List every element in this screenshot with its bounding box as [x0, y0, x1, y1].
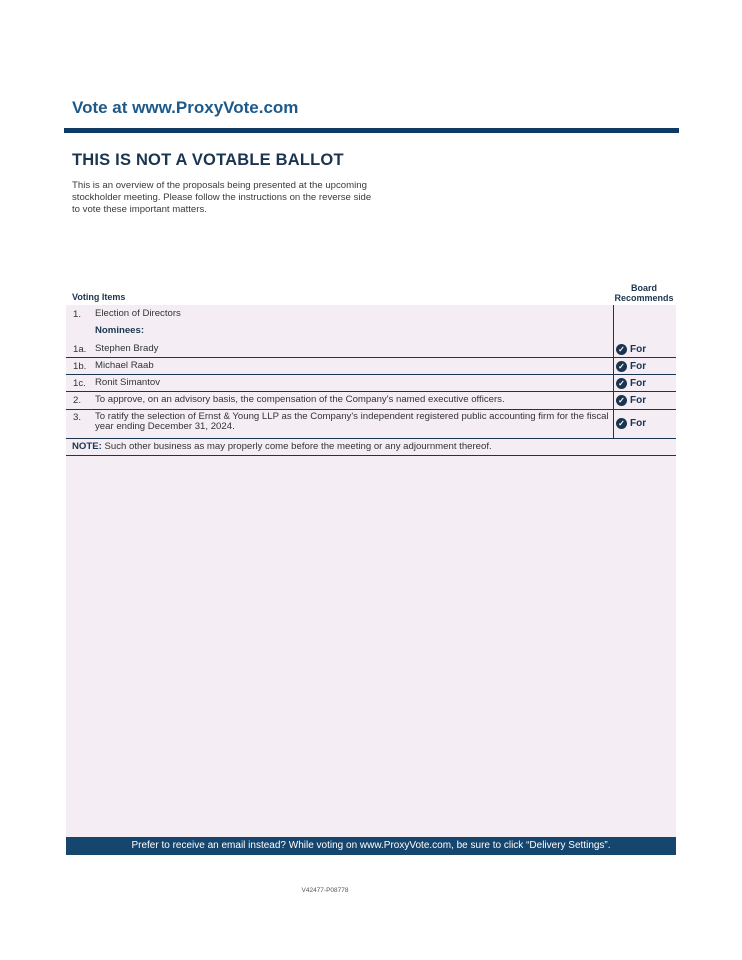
row-divider — [66, 438, 676, 439]
nominee-name: Michael Raab — [95, 360, 154, 371]
recommendation-label: For — [630, 418, 647, 429]
nominee-name: Ronit Simantov — [95, 377, 161, 388]
ballot-intro: This is an overview of the proposals being presented at the upcoming stockholder meeting. Please follow the instructions on the reverse side to vote these important matters. — [72, 180, 372, 215]
table-row — [66, 378, 676, 392]
row-divider — [66, 391, 676, 392]
recommendation-label: For — [630, 361, 647, 372]
header-rule — [64, 128, 679, 133]
nominees-label: Nominees: — [95, 325, 145, 336]
recommendation — [616, 418, 676, 429]
row-divider — [66, 374, 676, 375]
recommendation — [616, 378, 676, 389]
item-number: 3. — [73, 412, 82, 423]
recommendation-label: For — [630, 378, 647, 389]
table-row — [66, 344, 676, 358]
table-row — [66, 309, 676, 323]
check-icon: ✓ — [616, 395, 627, 406]
item-text: Election of Directors — [95, 308, 181, 319]
item-number: 1b. — [73, 361, 87, 372]
recommendation — [616, 344, 676, 355]
note-label: NOTE: — [72, 441, 102, 452]
recommendation-label: For — [630, 344, 647, 355]
note-text: Such other business as may properly come before the meeting or any adjournment thereof. — [101, 441, 492, 452]
row-divider — [66, 357, 676, 358]
item-number: 1a. — [73, 344, 87, 355]
proposal-text: To approve, on an advisory basis, the compensation of the Company's named executive officers. — [95, 394, 505, 405]
voting-items-header: Voting Items — [72, 292, 126, 302]
vote-link-header: Vote at www.ProxyVote.com — [72, 98, 299, 117]
item-number: 2. — [73, 395, 82, 406]
recommendation — [616, 395, 676, 406]
table-row — [66, 361, 676, 375]
item-number: 1c. — [73, 378, 86, 389]
row-divider — [66, 455, 676, 456]
nominee-name: Stephen Brady — [95, 343, 159, 354]
table-row — [66, 395, 676, 409]
proposal-text: To ratify the selection of Ernst & Young LLP as the Company's independent registered public accounting firm for the fiscal year ending December 31, 2024. — [95, 411, 609, 432]
delivery-settings-banner: Prefer to receive an email instead? While voting on www.ProxyVote.com, be sure to click “Delivery Settings”. — [66, 837, 676, 855]
note — [72, 441, 492, 452]
check-icon: ✓ — [616, 344, 627, 355]
check-icon: ✓ — [616, 418, 627, 429]
check-icon: ✓ — [616, 361, 627, 372]
row-divider — [66, 409, 676, 410]
table-row — [66, 326, 676, 340]
document-code: V42477-P08778 — [301, 887, 349, 894]
recommendation — [616, 361, 676, 372]
table-row — [66, 412, 676, 436]
ballot-title: THIS IS NOT A VOTABLE BALLOT — [72, 151, 344, 169]
item-number: 1. — [73, 309, 82, 320]
check-icon: ✓ — [616, 378, 627, 389]
recommendation-label: For — [630, 395, 647, 406]
board-recommends-header: Board Recommends — [614, 283, 674, 303]
